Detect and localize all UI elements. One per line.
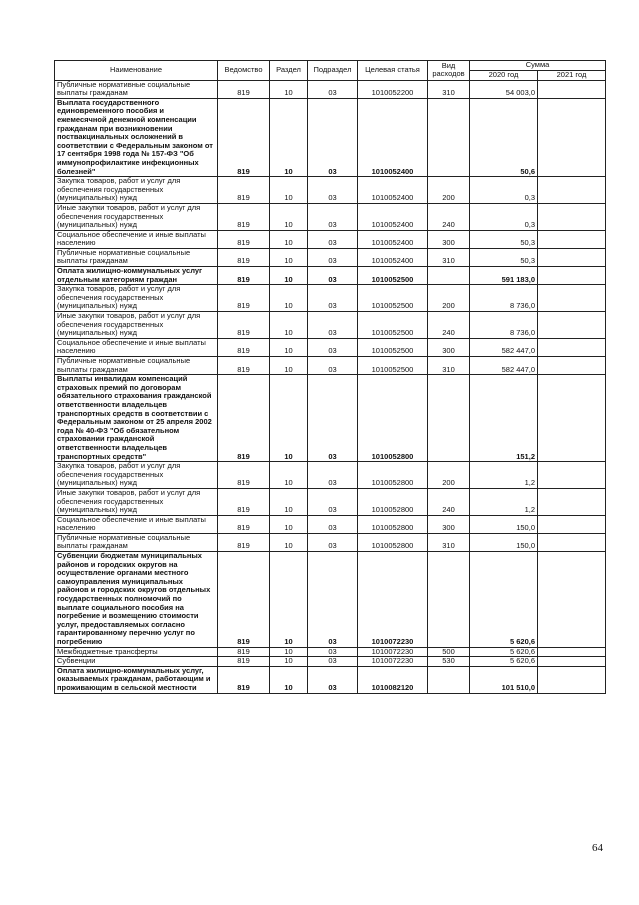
row-razdel: 10 — [270, 515, 308, 533]
row-razdel: 10 — [270, 177, 308, 204]
table-row — [55, 552, 606, 648]
row-vedomstvo: 819 — [218, 248, 270, 266]
row-target: 1010072230 — [358, 647, 428, 657]
row-name: Оплата жилищно-коммунальных услуг отдельным категориям граждан — [55, 267, 218, 285]
row-razdel: 10 — [270, 312, 308, 339]
row-sum-2020: 5 620,6 — [470, 657, 538, 667]
table-row — [55, 80, 606, 98]
row-vid: 310 — [428, 533, 470, 551]
row-sum-2020: 150,0 — [470, 515, 538, 533]
header-target: Целевая статья — [358, 61, 428, 81]
row-sum-2020: 54 003,0 — [470, 80, 538, 98]
row-sum-2021 — [538, 338, 606, 356]
row-vedomstvo: 819 — [218, 647, 270, 657]
header-vid: Вид расходов — [428, 61, 470, 81]
row-podrazdel: 03 — [308, 357, 358, 375]
row-vid: 240 — [428, 488, 470, 515]
table-row — [55, 375, 606, 462]
row-podrazdel: 03 — [308, 533, 358, 551]
row-target: 1010052800 — [358, 462, 428, 489]
row-name: Социальное обеспечение и иные выплаты населению — [55, 338, 218, 356]
row-razdel: 10 — [270, 357, 308, 375]
header-2020: 2020 год — [470, 71, 538, 81]
row-vedomstvo: 819 — [218, 666, 270, 693]
row-razdel: 10 — [270, 657, 308, 667]
row-razdel: 10 — [270, 285, 308, 312]
row-podrazdel: 03 — [308, 552, 358, 648]
table-row — [55, 312, 606, 339]
row-vid: 310 — [428, 357, 470, 375]
row-target: 1010052400 — [358, 248, 428, 266]
row-target: 1010072230 — [358, 552, 428, 648]
row-sum-2021 — [538, 312, 606, 339]
row-vid: 310 — [428, 248, 470, 266]
row-razdel: 10 — [270, 267, 308, 285]
row-sum-2020: 50,3 — [470, 248, 538, 266]
table-row — [55, 533, 606, 551]
header-2021: 2021 год — [538, 71, 606, 81]
row-vid — [428, 552, 470, 648]
row-vid: 200 — [428, 462, 470, 489]
row-sum-2021 — [538, 647, 606, 657]
row-name: Субвенции бюджетам муниципальных районов и городских округов на осуществление органами местного самоуправления муниципальных районов и городских округов отдельных государственных полномочий по выплате социального пособия на погребение и возмещению стоимости услуг, предоставляемых согласно гарантированному перечню услуг по погребению — [55, 552, 218, 648]
row-sum-2020: 1,2 — [470, 462, 538, 489]
row-podrazdel: 03 — [308, 248, 358, 266]
row-name: Публичные нормативные социальные выплаты гражданам — [55, 357, 218, 375]
row-vedomstvo: 819 — [218, 515, 270, 533]
row-podrazdel: 03 — [308, 666, 358, 693]
row-sum-2020: 150,0 — [470, 533, 538, 551]
row-target: 1010052200 — [358, 80, 428, 98]
row-razdel: 10 — [270, 533, 308, 551]
row-target: 1010052500 — [358, 285, 428, 312]
row-vid: 200 — [428, 285, 470, 312]
row-sum-2020: 151,2 — [470, 375, 538, 462]
row-vedomstvo: 819 — [218, 177, 270, 204]
row-vid: 300 — [428, 230, 470, 248]
row-vedomstvo: 819 — [218, 552, 270, 648]
table-row — [55, 515, 606, 533]
row-podrazdel: 03 — [308, 230, 358, 248]
row-target: 1010052400 — [358, 98, 428, 176]
table-row — [55, 338, 606, 356]
row-sum-2020: 8 736,0 — [470, 312, 538, 339]
table-row — [55, 357, 606, 375]
row-vid: 240 — [428, 312, 470, 339]
row-target: 1010082120 — [358, 666, 428, 693]
row-vid — [428, 267, 470, 285]
row-vid: 530 — [428, 657, 470, 667]
row-sum-2021 — [538, 357, 606, 375]
row-podrazdel: 03 — [308, 203, 358, 230]
table-row — [55, 488, 606, 515]
row-razdel: 10 — [270, 647, 308, 657]
row-target: 1010052400 — [358, 203, 428, 230]
row-podrazdel: 03 — [308, 177, 358, 204]
row-target: 1010052800 — [358, 488, 428, 515]
table-row — [55, 98, 606, 176]
row-name: Закупка товаров, работ и услуг для обеспечения государственных (муниципальных) нужд — [55, 462, 218, 489]
document-page — [54, 60, 605, 694]
table-row — [55, 285, 606, 312]
budget-table — [54, 60, 606, 694]
row-sum-2021 — [538, 375, 606, 462]
row-razdel: 10 — [270, 80, 308, 98]
row-vid — [428, 375, 470, 462]
row-sum-2021 — [538, 230, 606, 248]
row-vedomstvo: 819 — [218, 285, 270, 312]
header-vedomstvo: Ведомство — [218, 61, 270, 81]
row-razdel: 10 — [270, 230, 308, 248]
row-sum-2021 — [538, 267, 606, 285]
row-name: Публичные нормативные социальные выплаты гражданам — [55, 248, 218, 266]
row-name: Оплата жилищно-коммунальных услуг, оказываемых гражданам, работающим и проживающим в сельской местности — [55, 666, 218, 693]
row-target: 1010052400 — [358, 230, 428, 248]
page-number: 64 — [592, 842, 603, 854]
table-row — [55, 462, 606, 489]
row-razdel: 10 — [270, 98, 308, 176]
row-target: 1010052500 — [358, 357, 428, 375]
row-vedomstvo: 819 — [218, 267, 270, 285]
header-podrazdel: Подраздел — [308, 61, 358, 81]
row-podrazdel: 03 — [308, 657, 358, 667]
row-podrazdel: 03 — [308, 80, 358, 98]
row-sum-2021 — [538, 515, 606, 533]
row-podrazdel: 03 — [308, 338, 358, 356]
row-sum-2020: 5 620,6 — [470, 647, 538, 657]
header-summa: Сумма — [470, 61, 606, 71]
row-razdel: 10 — [270, 488, 308, 515]
row-podrazdel: 03 — [308, 515, 358, 533]
row-sum-2020: 0,3 — [470, 203, 538, 230]
row-podrazdel: 03 — [308, 98, 358, 176]
row-sum-2020: 50,3 — [470, 230, 538, 248]
row-sum-2020: 101 510,0 — [470, 666, 538, 693]
row-sum-2020: 582 447,0 — [470, 357, 538, 375]
table-row — [55, 230, 606, 248]
row-sum-2020: 5 620,6 — [470, 552, 538, 648]
row-razdel: 10 — [270, 375, 308, 462]
table-row — [55, 657, 606, 667]
row-target: 1010072230 — [358, 657, 428, 667]
row-vedomstvo: 819 — [218, 533, 270, 551]
row-name: Социальное обеспечение и иные выплаты населению — [55, 515, 218, 533]
table-row — [55, 248, 606, 266]
row-vid: 240 — [428, 203, 470, 230]
row-name: Закупка товаров, работ и услуг для обеспечения государственных (муниципальных) нужд — [55, 285, 218, 312]
row-sum-2021 — [538, 666, 606, 693]
row-vid: 300 — [428, 338, 470, 356]
row-vedomstvo: 819 — [218, 203, 270, 230]
row-name: Иные закупки товаров, работ и услуг для обеспечения государственных (муниципальных) нужд — [55, 488, 218, 515]
row-name: Субвенции — [55, 657, 218, 667]
row-name: Закупка товаров, работ и услуг для обеспечения государственных (муниципальных) нужд — [55, 177, 218, 204]
row-vid: 200 — [428, 177, 470, 204]
row-vedomstvo: 819 — [218, 80, 270, 98]
header-razdel: Раздел — [270, 61, 308, 81]
row-razdel: 10 — [270, 552, 308, 648]
row-podrazdel: 03 — [308, 312, 358, 339]
row-podrazdel: 03 — [308, 462, 358, 489]
row-vedomstvo: 819 — [218, 312, 270, 339]
row-name: Выплаты инвалидам компенсаций страховых премий по договорам обязательного страхования гражданской ответственности владельцев транспортных средств в соответствии с Федеральным законом от 25 апреля 2002 года № 40-ФЗ "Об обязательном страховании гражданской ответственности владельцев транспортных средств" — [55, 375, 218, 462]
row-target: 1010052800 — [358, 375, 428, 462]
row-vid: 500 — [428, 647, 470, 657]
row-sum-2021 — [538, 657, 606, 667]
row-vedomstvo: 819 — [218, 488, 270, 515]
row-sum-2021 — [538, 177, 606, 204]
row-name: Иные закупки товаров, работ и услуг для обеспечения государственных (муниципальных) нужд — [55, 203, 218, 230]
row-vid — [428, 98, 470, 176]
row-vedomstvo: 819 — [218, 657, 270, 667]
row-vedomstvo: 819 — [218, 338, 270, 356]
table-row — [55, 177, 606, 204]
row-target: 1010052500 — [358, 267, 428, 285]
row-target: 1010052500 — [358, 338, 428, 356]
row-podrazdel: 03 — [308, 285, 358, 312]
row-razdel: 10 — [270, 462, 308, 489]
row-razdel: 10 — [270, 666, 308, 693]
row-vedomstvo: 819 — [218, 375, 270, 462]
row-podrazdel: 03 — [308, 267, 358, 285]
row-sum-2021 — [538, 552, 606, 648]
row-sum-2020: 0,3 — [470, 177, 538, 204]
header-name: Наименование — [55, 61, 218, 81]
row-sum-2021 — [538, 488, 606, 515]
row-vid: 310 — [428, 80, 470, 98]
row-name: Публичные нормативные социальные выплаты гражданам — [55, 80, 218, 98]
row-target: 1010052500 — [358, 312, 428, 339]
row-sum-2020: 591 183,0 — [470, 267, 538, 285]
row-vedomstvo: 819 — [218, 357, 270, 375]
row-sum-2020: 582 447,0 — [470, 338, 538, 356]
row-razdel: 10 — [270, 338, 308, 356]
row-name: Публичные нормативные социальные выплаты гражданам — [55, 533, 218, 551]
row-vid — [428, 666, 470, 693]
row-podrazdel: 03 — [308, 375, 358, 462]
row-razdel: 10 — [270, 248, 308, 266]
row-name: Социальное обеспечение и иные выплаты населению — [55, 230, 218, 248]
table-body — [55, 80, 606, 693]
row-podrazdel: 03 — [308, 488, 358, 515]
row-sum-2021 — [538, 80, 606, 98]
row-vid: 300 — [428, 515, 470, 533]
row-name: Выплата государственного единовременного пособия и ежемесячной денежной компенсации гражданам при возникновении поствакцинальных осложнений в соответствии с Федеральным законом от 17 сентября 1998 года № 157-ФЗ "Об иммунопрофилактике инфекционных болезней" — [55, 98, 218, 176]
row-vedomstvo: 819 — [218, 230, 270, 248]
row-razdel: 10 — [270, 203, 308, 230]
row-sum-2021 — [538, 462, 606, 489]
table-row — [55, 666, 606, 693]
row-name: Иные закупки товаров, работ и услуг для обеспечения государственных (муниципальных) нужд — [55, 312, 218, 339]
row-sum-2021 — [538, 203, 606, 230]
row-sum-2021 — [538, 248, 606, 266]
row-podrazdel: 03 — [308, 647, 358, 657]
row-target: 1010052800 — [358, 533, 428, 551]
row-name: Межбюджетные трансферты — [55, 647, 218, 657]
row-sum-2021 — [538, 533, 606, 551]
row-vedomstvo: 819 — [218, 462, 270, 489]
row-sum-2021 — [538, 98, 606, 176]
table-row — [55, 267, 606, 285]
row-sum-2020: 50,6 — [470, 98, 538, 176]
table-row — [55, 203, 606, 230]
row-sum-2021 — [538, 285, 606, 312]
row-sum-2020: 8 736,0 — [470, 285, 538, 312]
row-target: 1010052400 — [358, 177, 428, 204]
row-sum-2020: 1,2 — [470, 488, 538, 515]
row-vedomstvo: 819 — [218, 98, 270, 176]
row-target: 1010052800 — [358, 515, 428, 533]
